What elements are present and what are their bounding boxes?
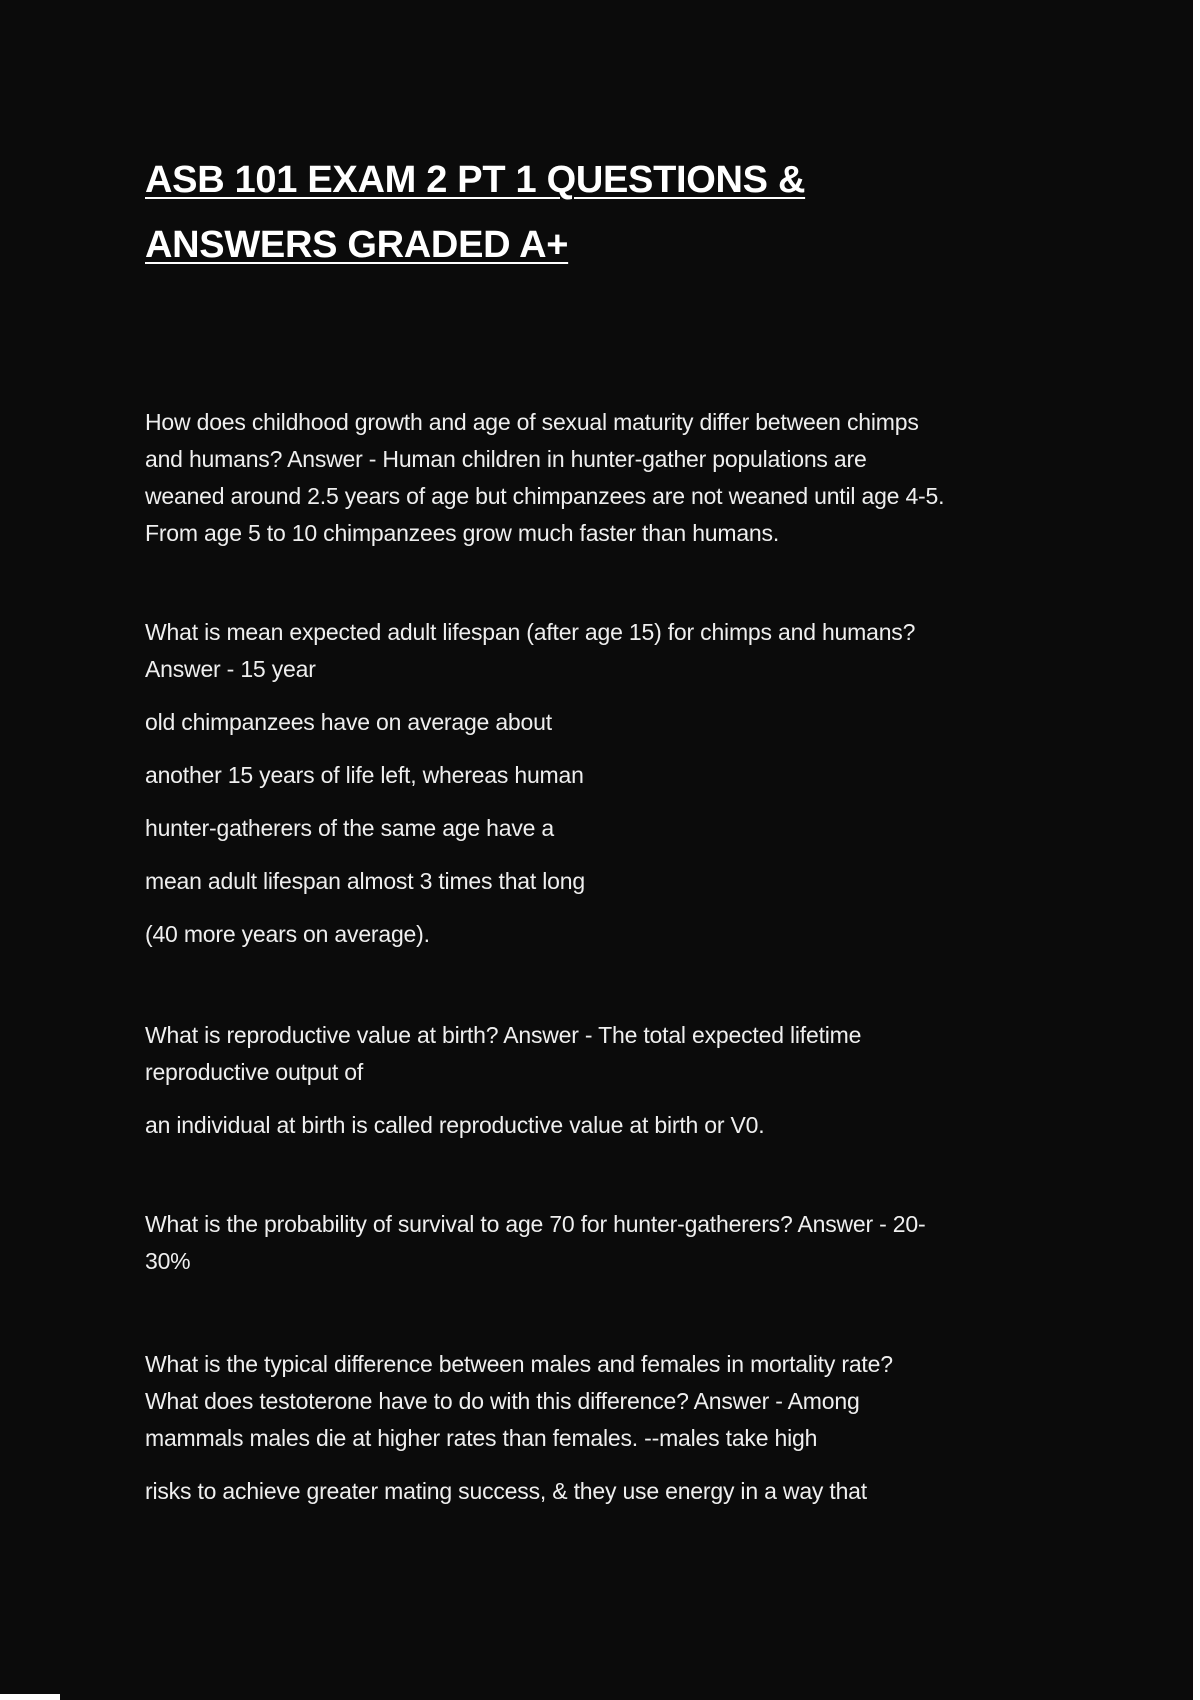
qa-line: mean adult lifespan almost 3 times that long <box>145 868 585 894</box>
qa-line: old chimpanzees have on average about <box>145 709 552 735</box>
qa-line: and humans? Answer - Human children in hunter-gather populations are <box>145 446 867 472</box>
qa-line: What is the typical difference between males and females in mortality rate? <box>145 1351 893 1377</box>
qa-line: From age 5 to 10 chimpanzees grow much faster than humans. <box>145 520 780 546</box>
qa-item-survival-probability <box>145 1206 1075 1280</box>
qa-line: risks to achieve greater mating success, & they use energy in a way that <box>145 1478 867 1504</box>
qa-line: hunter-gatherers of the same age have a <box>145 815 555 841</box>
title-line: ASB 101 EXAM 2 PT 1 QUESTIONS & <box>145 159 806 201</box>
title-line: ANSWERS GRADED A+ <box>145 224 569 266</box>
qa-line: What is mean expected adult lifespan (after age 15) for chimps and humans? <box>145 619 916 645</box>
page-edge-right <box>1193 0 1200 1700</box>
qa-item-mortality-difference <box>145 1346 1075 1510</box>
qa-line: (40 more years on average). <box>145 921 430 947</box>
qa-line: 30% <box>145 1248 191 1274</box>
qa-line: reproductive output of <box>145 1059 364 1085</box>
qa-line: Answer - 15 year <box>145 656 316 682</box>
page-edge-bottom <box>0 1694 60 1700</box>
qa-line: mammals males die at higher rates than females. --males take high <box>145 1425 818 1451</box>
qa-line: weaned around 2.5 years of age but chimpanzees are not weaned until age 4-5. <box>145 483 945 509</box>
qa-item-reproductive-value <box>145 1017 1075 1144</box>
document-content <box>145 148 1075 1510</box>
qa-line: an individual at birth is called reproductive value at birth or V0. <box>145 1112 765 1138</box>
document-title <box>145 148 1075 278</box>
qa-line: What does testoterone have to do with this difference? Answer - Among <box>145 1388 860 1414</box>
qa-line: What is the probability of survival to age 70 for hunter-gatherers? Answer - 20- <box>145 1211 926 1237</box>
qa-item-childhood-growth <box>145 404 1075 552</box>
qa-item-adult-lifespan <box>145 614 1075 953</box>
qa-line: What is reproductive value at birth? Answer - The total expected lifetime <box>145 1022 862 1048</box>
qa-line: another 15 years of life left, whereas human <box>145 762 584 788</box>
qa-line: How does childhood growth and age of sexual maturity differ between chimps <box>145 409 919 435</box>
